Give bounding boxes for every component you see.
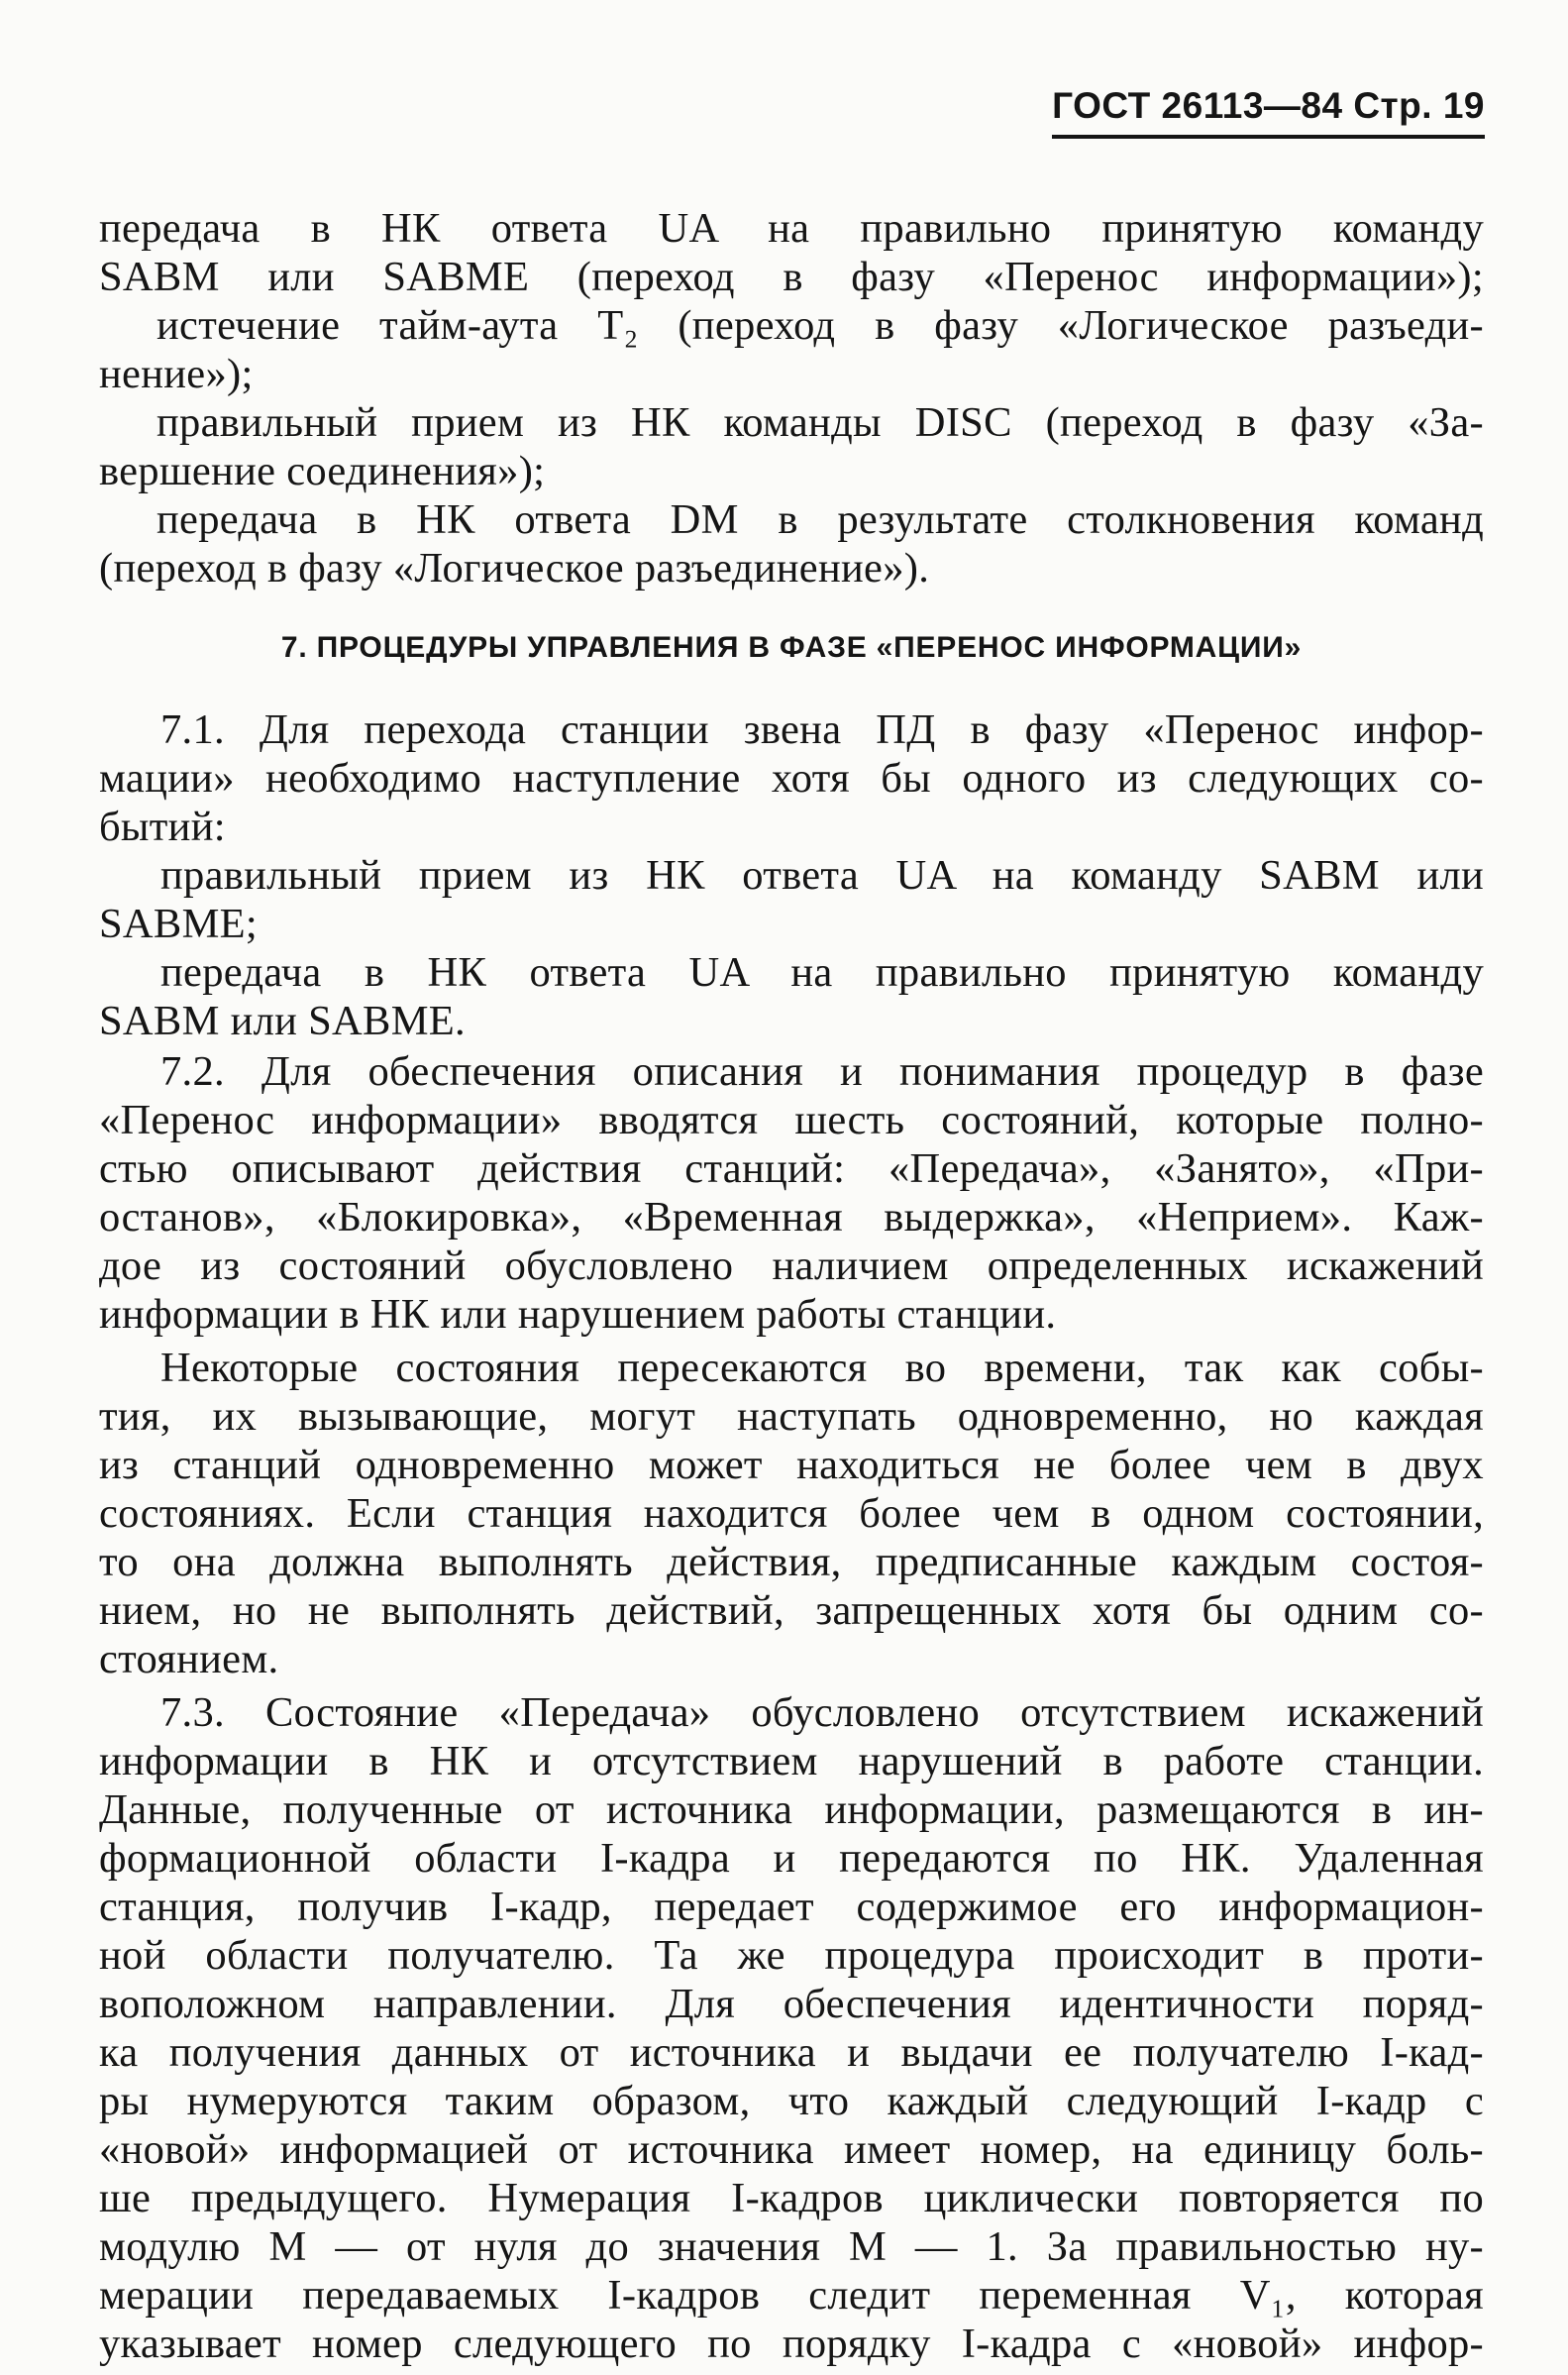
- text-line: вершение соединения»);: [99, 448, 546, 494]
- text-line: останов», «Блокировка», «Временная выдержка», «Неприем». Каж-: [99, 1194, 1484, 1241]
- text-line: 7.1. Для перехода станции звена ПД в фазу «Перенос инфор-: [160, 706, 1484, 753]
- text-line: формационной области I-кадра и передаются по НК. Удаленная: [99, 1835, 1484, 1882]
- text-line: SABM или SABME.: [99, 998, 466, 1044]
- text-line: 7.2. Для обеспечения описания и понимания процедур в фазе: [160, 1048, 1484, 1095]
- text-line: истечение тайм-аута T₂ (переход в фазу «Логическое разъеди-: [157, 302, 1484, 349]
- text-line: то она должна выполнять действия, предписанные каждым состоя-: [99, 1539, 1484, 1585]
- text-line: (переход в фазу «Логическое разъединение»).: [99, 545, 930, 592]
- text-line: ше предыдущего. Нумерация I-кадров циклически повторяется по: [99, 2175, 1484, 2221]
- section-heading: 7. ПРОЦЕДУРЫ УПРАВЛЕНИЯ В ФАЗЕ «ПЕРЕНОС ИНФОРМАЦИИ»: [280, 631, 1303, 664]
- text-line: состояниях. Если станция находится более чем в одном состоянии,: [99, 1490, 1484, 1537]
- text-line: нием, но не выполнять действий, запрещенных хотя бы одним со-: [99, 1587, 1484, 1634]
- running-header: ГОСТ 26113—84 Стр. 19: [1052, 85, 1485, 139]
- text-line: информации в НК и отсутствием нарушений в работе станции.: [99, 1738, 1484, 1784]
- text-line: Данные, полученные от источника информации, размещаются в ин-: [99, 1786, 1484, 1833]
- text-line: модулю M — от нуля до значения M — 1. За правильностью ну-: [99, 2223, 1484, 2270]
- text-line: правильный прием из НК ответа UA на команду SABM или: [160, 852, 1484, 899]
- text-line: передача в НК ответа UA на правильно принятую команду: [99, 205, 1484, 252]
- text-line: правильный прием из НК команды DISC (переход в фазу «За-: [157, 399, 1484, 446]
- text-line: стью описывают действия станций: «Передача», «Занято», «При-: [99, 1145, 1484, 1192]
- text-line: Некоторые состояния пересекаются во времени, так как собы-: [160, 1345, 1484, 1391]
- text-line: 7.3. Состояние «Передача» обусловлено отсутствием искажений: [160, 1689, 1484, 1736]
- text-line: SABM или SABME (переход в фазу «Перенос информации»);: [99, 254, 1484, 300]
- text-line: бытий:: [99, 804, 226, 850]
- text-line: «новой» информацией от источника имеет номер, на единицу боль-: [99, 2126, 1484, 2173]
- text-line: указывает номер следующего по порядку I-кадра с «новой» инфор-: [99, 2321, 1484, 2367]
- text-line: ры нумеруются таким образом, что каждый следующий I-кадр с: [99, 2078, 1484, 2124]
- text-line: «Перенос информации» вводятся шесть состояний, которые полно-: [99, 1097, 1484, 1143]
- text-line: из станций одновременно может находиться не более чем в двух: [99, 1442, 1484, 1488]
- text-line: нение»);: [99, 351, 254, 397]
- text-line: тия, их вызывающие, могут наступать одновременно, но каждая: [99, 1393, 1484, 1440]
- text-line: передача в НК ответа DM в результате столкновения команд: [157, 496, 1484, 543]
- text-line: станция, получив I-кадр, передает содержимое его информацион-: [99, 1884, 1484, 1930]
- text-line: стоянием.: [99, 1636, 279, 1682]
- text-line: ной области получателю. Та же процедура происходит в проти-: [99, 1932, 1484, 1979]
- text-line: дое из состояний обусловлено наличием определенных искажений: [99, 1242, 1484, 1289]
- text-line: информации в НК или нарушением работы станции.: [99, 1291, 1057, 1338]
- text-line: воположном направлении. Для обеспечения идентичности поряд-: [99, 1981, 1484, 2027]
- text-line: ка получения данных от источника и выдачи ее получателю I-кад-: [99, 2029, 1484, 2076]
- text-line: мерации передаваемых I-кадров следит переменная V₁, которая: [99, 2272, 1484, 2319]
- text-line: SABME;: [99, 901, 259, 947]
- text-line: передача в НК ответа UA на правильно принятую команду: [160, 949, 1484, 996]
- text-line: мации» необходимо наступление хотя бы одного из следующих со-: [99, 755, 1484, 802]
